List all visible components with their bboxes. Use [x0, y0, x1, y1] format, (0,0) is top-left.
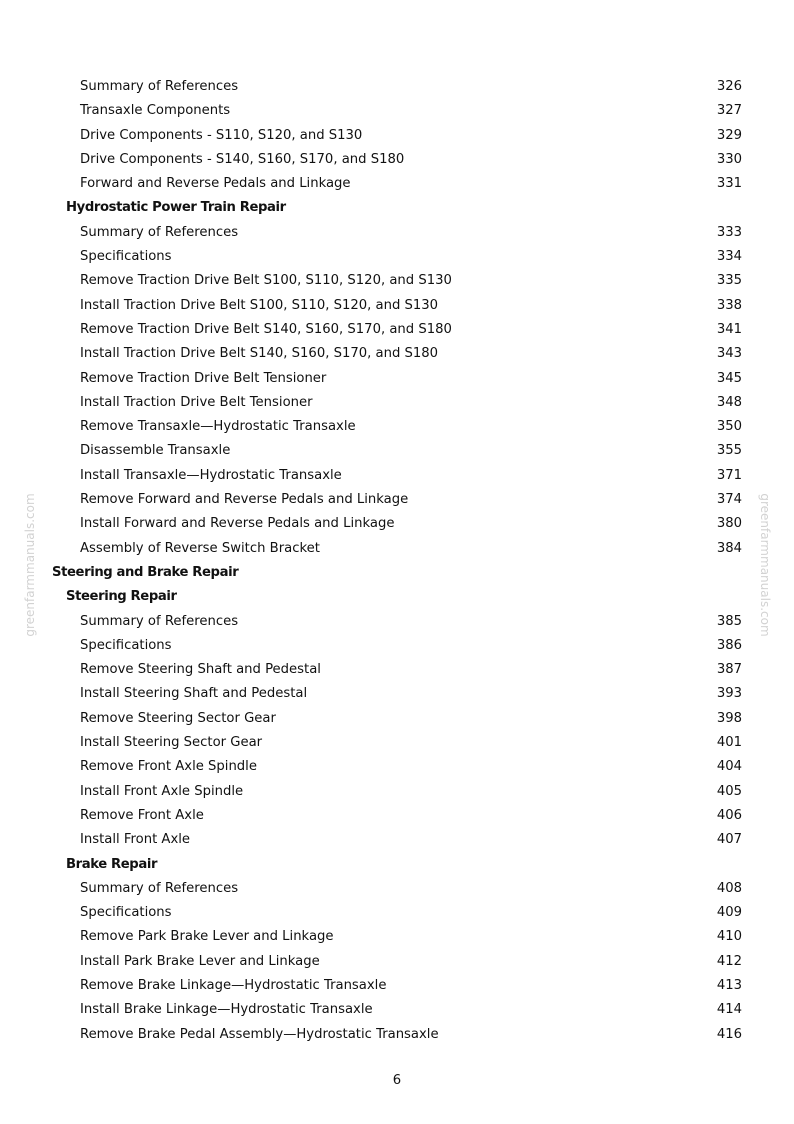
toc-entry-page: 371	[716, 467, 742, 483]
toc-entry-page: 401	[716, 735, 742, 751]
toc-entry-title: Remove Steering Sector Gear	[80, 710, 276, 726]
toc-entry-title: Drive Components - S140, S160, S170, and S180	[80, 151, 405, 167]
toc-entry-page: 407	[716, 832, 742, 848]
toc-entry-title: Remove Forward and Reverse Pedals and Linkage	[80, 492, 409, 508]
toc-entry-page: 410	[716, 929, 742, 945]
toc-entry[interactable]	[0, 804, 794, 828]
toc-entry-page: 329	[716, 127, 742, 143]
toc-entry-page: 398	[716, 710, 742, 726]
toc-entry[interactable]	[0, 731, 794, 755]
toc-entry[interactable]	[0, 172, 794, 196]
toc-entry-title: Summary of References	[80, 79, 239, 94]
table-of-contents	[0, 75, 794, 1047]
toc-entry-page: 386	[716, 637, 742, 653]
toc-entry-page: 341	[716, 321, 742, 337]
toc-entry-title: Drive Components - S110, S120, and S130	[80, 127, 363, 143]
toc-entry-title: Brake Repair	[66, 856, 158, 872]
toc-section-heading[interactable]	[0, 561, 794, 585]
toc-entry-title: Install Front Axle	[80, 832, 191, 848]
toc-entry[interactable]	[0, 464, 794, 488]
toc-entry-title: Remove Front Axle	[80, 807, 204, 823]
toc-entry[interactable]	[0, 415, 794, 439]
toc-section-heading[interactable]	[0, 196, 794, 220]
toc-entry-title: Install Traction Drive Belt S140, S160, S170, and S180	[80, 346, 439, 362]
toc-entry-title: Assembly of Reverse Switch Bracket	[80, 540, 320, 556]
toc-entry-title: Summary of References	[80, 880, 239, 896]
watermark-left: greenfarmmanuals.com	[23, 493, 37, 637]
toc-entry[interactable]	[0, 99, 794, 123]
toc-entry-page: 405	[716, 783, 742, 799]
toc-entry-title: Remove Brake Pedal Assembly—Hydrostatic Transaxle	[80, 1026, 439, 1042]
toc-entry-page: 350	[716, 419, 742, 435]
toc-entry[interactable]	[0, 439, 794, 463]
toc-entry-title: Remove Brake Linkage—Hydrostatic Transaxle	[80, 977, 387, 993]
toc-entry[interactable]	[0, 537, 794, 561]
toc-entry[interactable]	[0, 974, 794, 998]
toc-entry-title: Install Brake Linkage—Hydrostatic Transaxle	[80, 1002, 373, 1018]
toc-entry[interactable]	[0, 488, 794, 512]
toc-entry-page: 387	[716, 662, 742, 678]
page-number: 6	[392, 1073, 402, 1088]
toc-entry-title: Remove Traction Drive Belt S140, S160, S170, and S180	[80, 321, 452, 337]
toc-entry-page: 330	[716, 151, 742, 167]
toc-section-heading[interactable]	[0, 585, 794, 609]
toc-entry-page: 393	[716, 686, 742, 702]
toc-entry[interactable]	[0, 75, 794, 99]
toc-entry-page: 327	[716, 103, 742, 119]
toc-entry-page: 406	[716, 807, 742, 823]
toc-entry-title: Specifications	[80, 905, 172, 921]
toc-entry-title: Specifications	[80, 637, 172, 653]
toc-entry-page: 380	[716, 516, 742, 532]
toc-entry-title: Remove Steering Shaft and Pedestal	[80, 662, 321, 678]
toc-entry-title: Remove Traction Drive Belt S100, S110, S120, and S130	[80, 273, 452, 289]
toc-entry[interactable]	[0, 1023, 794, 1047]
toc-entry-title: Summary of References	[80, 613, 239, 629]
toc-entry-page: 409	[716, 905, 742, 921]
toc-entry-title: Remove Transaxle—Hydrostatic Transaxle	[80, 419, 356, 435]
toc-entry-title: Summary of References	[80, 224, 239, 240]
toc-entry-page: 408	[716, 880, 742, 896]
toc-entry-page: 385	[716, 613, 742, 629]
toc-entry[interactable]	[0, 780, 794, 804]
toc-entry[interactable]	[0, 610, 794, 634]
toc-entry-page: 414	[716, 1002, 742, 1018]
toc-entry[interactable]	[0, 124, 794, 148]
toc-entry[interactable]	[0, 828, 794, 852]
toc-entry-title: Disassemble Transaxle	[80, 443, 231, 459]
toc-entry-page: 404	[716, 759, 742, 775]
toc-entry-title: Transaxle Components	[80, 103, 231, 119]
toc-entry[interactable]	[0, 342, 794, 366]
toc-entry[interactable]	[0, 877, 794, 901]
toc-entry-title: Install Park Brake Lever and Linkage	[80, 953, 320, 969]
toc-entry[interactable]	[0, 658, 794, 682]
toc-entry[interactable]	[0, 148, 794, 172]
toc-entry-page: 333	[716, 224, 742, 240]
toc-entry-title: Specifications	[80, 249, 172, 265]
toc-entry-title: Remove Front Axle Spindle	[80, 759, 257, 775]
toc-entry[interactable]	[0, 512, 794, 536]
toc-entry-title: Install Steering Sector Gear	[80, 735, 263, 751]
toc-entry-page: 348	[716, 394, 742, 410]
toc-entry-title: Install Transaxle—Hydrostatic Transaxle	[80, 467, 342, 483]
toc-entry-page: 345	[716, 370, 742, 386]
toc-entry[interactable]	[0, 998, 794, 1022]
toc-entry-title: Steering Repair	[66, 589, 177, 605]
toc-entry[interactable]	[0, 707, 794, 731]
toc-entry-page: 413	[716, 977, 742, 993]
toc-entry-page: 334	[716, 249, 742, 265]
toc-entry[interactable]	[0, 245, 794, 269]
toc-entry-title: Forward and Reverse Pedals and Linkage	[80, 176, 351, 192]
toc-entry[interactable]	[0, 925, 794, 949]
toc-entry-title: Install Forward and Reverse Pedals and Linkage	[80, 516, 395, 532]
toc-entry[interactable]	[0, 950, 794, 974]
toc-entry[interactable]	[0, 367, 794, 391]
toc-entry-title: Remove Park Brake Lever and Linkage	[80, 929, 334, 945]
toc-entry-title: Install Traction Drive Belt Tensioner	[80, 394, 313, 410]
toc-entry[interactable]	[0, 682, 794, 706]
toc-section-heading[interactable]	[0, 853, 794, 877]
toc-entry[interactable]	[0, 318, 794, 342]
toc-entry[interactable]	[0, 269, 794, 293]
toc-entry-title: Hydrostatic Power Train Repair	[66, 200, 286, 216]
toc-entry-page: 355	[716, 443, 742, 459]
toc-entry-title: Steering and Brake Repair	[52, 564, 239, 580]
toc-entry-page: 326	[716, 79, 742, 94]
toc-entry[interactable]	[0, 755, 794, 779]
toc-entry-page: 331	[716, 176, 742, 192]
toc-entry-page: 416	[716, 1026, 742, 1042]
toc-entry[interactable]	[0, 901, 794, 925]
watermark-right: greenfarmmanuals.com	[758, 493, 772, 637]
toc-entry-title: Remove Traction Drive Belt Tensioner	[80, 370, 327, 386]
toc-entry[interactable]	[0, 221, 794, 245]
toc-entry[interactable]	[0, 391, 794, 415]
toc-entry-title: Install Front Axle Spindle	[80, 783, 244, 799]
toc-entry-page: 335	[716, 273, 742, 289]
toc-entry-title: Install Steering Shaft and Pedestal	[80, 686, 308, 702]
toc-entry[interactable]	[0, 634, 794, 658]
toc-entry-page: 374	[716, 492, 742, 508]
toc-entry[interactable]	[0, 294, 794, 318]
toc-entry-page: 343	[716, 346, 742, 362]
toc-entry-page: 412	[716, 953, 742, 969]
toc-entry-title: Install Traction Drive Belt S100, S110, S120, and S130	[80, 297, 439, 313]
toc-entry-page: 384	[716, 540, 742, 556]
toc-entry-page: 338	[716, 297, 742, 313]
